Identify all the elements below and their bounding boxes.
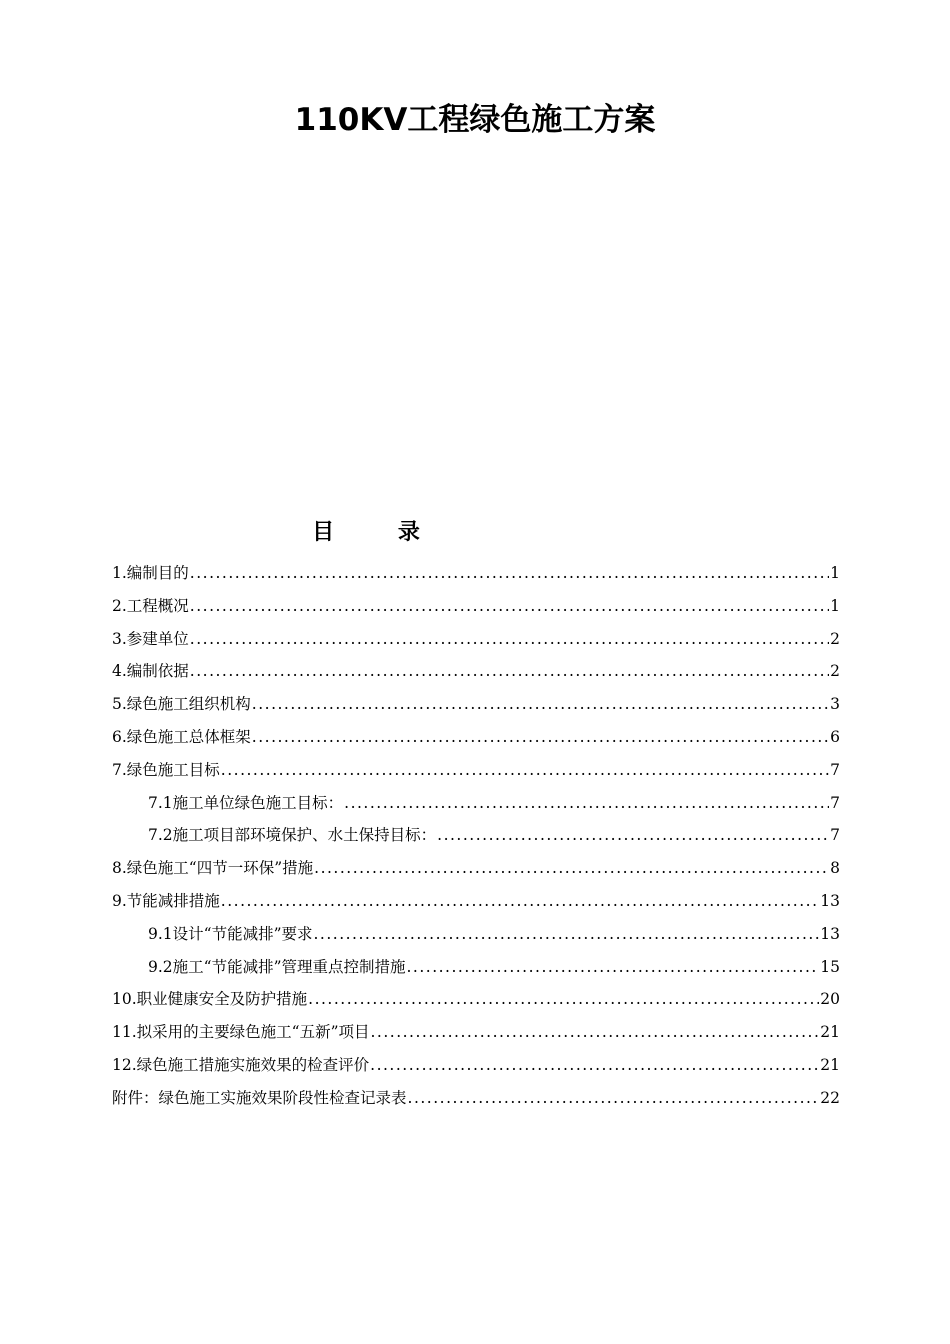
toc-item-1[interactable]: [112, 557, 840, 590]
toc-dot-leader: [252, 721, 829, 754]
toc-page-number: 1: [830, 596, 840, 615]
toc-item-4[interactable]: [112, 655, 840, 688]
toc-item-label: 8.绿色施工“四节一环保”措施: [112, 859, 314, 878]
toc-page-number: 1: [830, 564, 840, 582]
toc-page-number: 21: [820, 1023, 840, 1042]
toc-item-label: 4.编制依据: [112, 662, 189, 681]
toc-item-9-1[interactable]: [112, 918, 840, 951]
toc-item-7-1[interactable]: [112, 787, 840, 820]
toc-item-label: 2.工程概况: [112, 596, 189, 615]
toc-item-9-2[interactable]: [112, 951, 840, 984]
toc-item-7-2[interactable]: [112, 819, 840, 852]
toc-dot-leader: [190, 655, 829, 688]
toc-item-6[interactable]: [112, 721, 840, 754]
toc-item-3[interactable]: [112, 623, 840, 656]
toc-dot-leader: [190, 590, 829, 623]
toc-item-label: 1.编制目的: [112, 564, 189, 582]
toc-dot-leader: [190, 623, 829, 656]
toc-page-number: 7: [830, 760, 840, 779]
toc-dot-leader: [408, 1082, 820, 1115]
toc-item-12[interactable]: [112, 1049, 840, 1082]
document-title: 110KV工程绿色施工方案: [294, 102, 656, 138]
toc-item-9[interactable]: [112, 885, 840, 918]
toc-item-2[interactable]: [112, 590, 840, 623]
toc-page-number: 13: [820, 924, 840, 943]
toc-item-label: 12.绿色施工措施实施效果的检查评价: [112, 1055, 370, 1074]
toc-item-label: 10.职业健康安全及防护措施: [112, 990, 308, 1009]
toc-dot-leader: [314, 918, 820, 951]
toc-item-label: 9.2施工“节能减排”管理重点控制措施: [148, 957, 406, 976]
toc-dot-leader: [308, 983, 819, 1016]
toc-page-number: 22: [820, 1088, 840, 1107]
toc-item-label: 11.拟采用的主要绿色施工“五新”项目: [112, 1023, 370, 1042]
toc-dot-leader: [407, 951, 820, 984]
toc-page-number: 3: [830, 695, 840, 714]
toc-page-number: 13: [820, 891, 840, 910]
toc-page-number: 2: [830, 662, 840, 681]
toc-dot-leader: [371, 1016, 820, 1049]
toc-page-number: 7: [830, 793, 840, 812]
toc-dot-leader: [437, 819, 829, 852]
toc-page-number: 8: [830, 859, 840, 878]
toc-item-10[interactable]: [112, 983, 840, 1016]
toc-page-number: 15: [820, 957, 840, 976]
toc-page-number: 7: [830, 826, 840, 845]
toc-page-number: 21: [820, 1055, 840, 1074]
toc-dot-leader: [221, 885, 819, 918]
toc-item-label: 附件：绿色施工实施效果阶段性检查记录表: [112, 1088, 407, 1107]
toc-dot-leader: [190, 557, 829, 590]
toc-heading: 目 录: [312, 520, 448, 545]
toc-item-7[interactable]: [112, 754, 840, 787]
toc-dot-leader: [252, 688, 829, 721]
toc-dot-leader: [314, 852, 829, 885]
table-of-contents: [112, 557, 840, 1115]
toc-item-label: 7.绿色施工目标: [112, 760, 220, 779]
toc-item-label: 6.绿色施工总体框架: [112, 727, 251, 746]
toc-item-label: 7.2施工项目部环境保护、水土保持目标：: [148, 826, 437, 845]
toc-page-number: 2: [830, 629, 840, 648]
toc-dot-leader: [221, 754, 829, 787]
toc-page-number: 20: [820, 990, 840, 1009]
toc-dot-leader: [344, 787, 829, 820]
toc-item-8[interactable]: [112, 852, 840, 885]
toc-item-label: 5.绿色施工组织机构: [112, 695, 251, 714]
toc-item-label: 9.1设计“节能减排”要求: [148, 924, 313, 943]
toc-item-label: 3.参建单位: [112, 629, 189, 648]
toc-dot-leader: [370, 1049, 819, 1082]
toc-item-label: 7.1施工单位绿色施工目标：: [148, 793, 344, 812]
toc-item-5[interactable]: [112, 688, 840, 721]
toc-item-11[interactable]: [112, 1016, 840, 1049]
toc-item-appendix[interactable]: [112, 1082, 840, 1115]
toc-item-label: 9.节能减排措施: [112, 891, 220, 910]
toc-page-number: 6: [830, 727, 840, 746]
